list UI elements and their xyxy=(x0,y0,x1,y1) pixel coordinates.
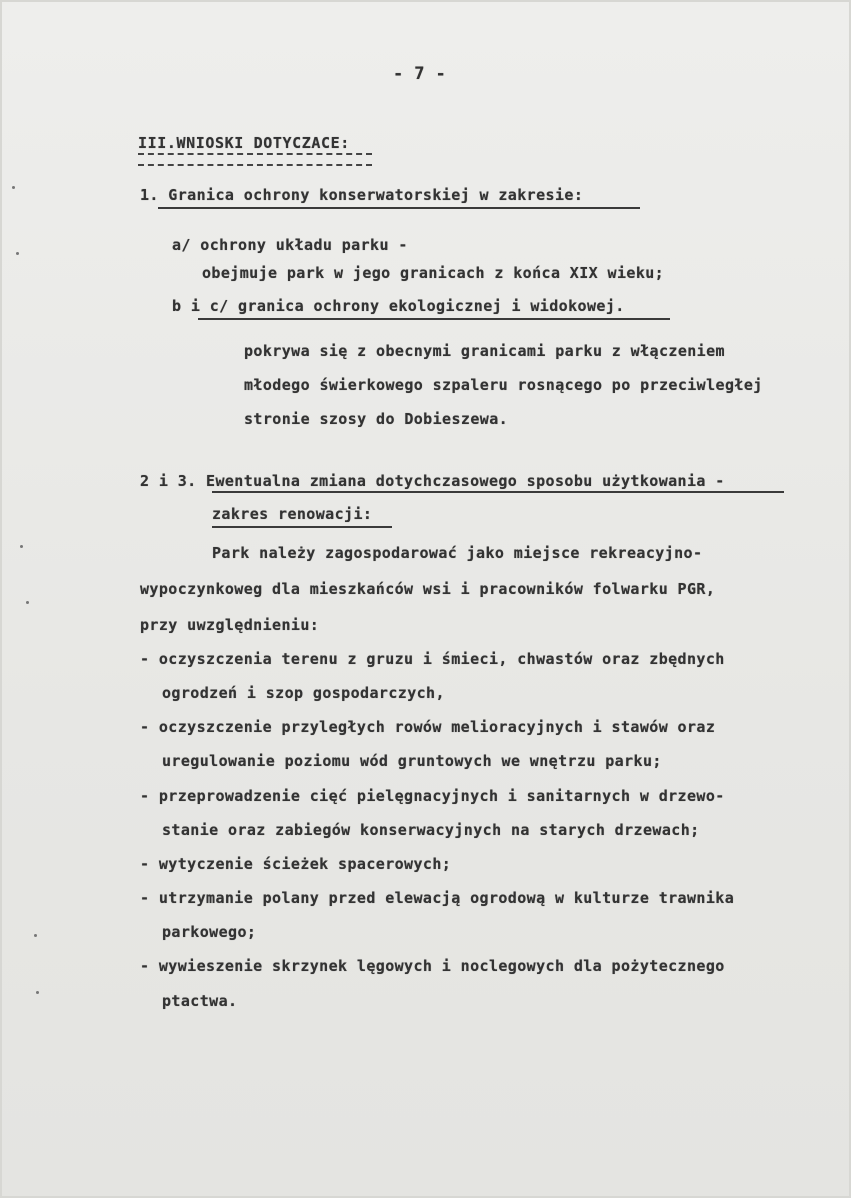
margin-speck xyxy=(20,545,23,548)
section1-title: 1. Granica ochrony konserwatorskiej w zakresie: xyxy=(140,186,584,204)
list-item-2-line1: - oczyszczenie przyległych rowów melioracyjnych i stawów oraz xyxy=(140,718,716,736)
heading-double-underline xyxy=(138,153,372,166)
margin-speck xyxy=(36,991,39,994)
list-item-1-line2: ogrodzeń i szop gospodarczych, xyxy=(162,684,445,702)
list-item-3-line1: - przeprowadzenie cięć pielęgnacyjnych i sanitarnych w drzewo- xyxy=(140,787,725,805)
section1-title-underline xyxy=(158,207,640,209)
margin-speck xyxy=(34,934,37,937)
section2-title-line2: zakres renowacji: xyxy=(212,505,373,523)
section1-para-line1: pokrywa się z obecnymi granicami parku z włączeniem xyxy=(244,342,725,360)
section2-title-line1: 2 i 3. Ewentualna zmiana dotychczasowego sposobu użytkowania - xyxy=(140,472,725,490)
list-item-1-line1: - oczyszczenia terenu z gruzu i śmieci, chwastów oraz zbędnych xyxy=(140,650,725,668)
section1-bc-underline xyxy=(198,318,670,320)
list-item-6-line1: - wywieszenie skrzynek lęgowych i noclegowych dla pożytecznego xyxy=(140,957,725,975)
list-item-5-line1: - utrzymanie polany przed elewacją ogrodową w kulturze trawnika xyxy=(140,889,735,907)
page-number: - 7 - xyxy=(393,64,447,84)
list-item-4-line1: - wytyczenie ścieżek spacerowych; xyxy=(140,855,452,873)
section1-para-line2: młodego świerkowego szpaleru rosnącego po przeciwległej xyxy=(244,376,763,394)
section2-intro-line2: wypoczynkoweg dla mieszkańców wsi i pracowników folwarku PGR, xyxy=(140,580,716,598)
section1-item-bc: b i c/ granica ochrony ekologicznej i widokowej. xyxy=(172,297,625,315)
margin-speck xyxy=(16,252,19,255)
section1-para-line3: stronie szosy do Dobieszewa. xyxy=(244,410,509,428)
list-item-2-line2: uregulowanie poziomu wód gruntowych we wnętrzu parku; xyxy=(162,752,662,770)
list-item-6-line2: ptactwa. xyxy=(162,992,238,1010)
section-heading: III.WNIOSKI DOTYCZACE: xyxy=(138,134,350,152)
list-item-5-line2: parkowego; xyxy=(162,923,257,941)
section1-item-a-line2: obejmuje park w jego granicach z końca XIX wieku; xyxy=(202,264,665,282)
section2-intro-line3: przy uwzględnieniu: xyxy=(140,616,320,634)
section2-title-underline2 xyxy=(212,526,392,528)
margin-speck xyxy=(12,186,15,189)
section2-intro-line1: Park należy zagospodarować jako miejsce rekreacyjno- xyxy=(212,544,703,562)
section2-title-underline1 xyxy=(212,491,784,493)
section1-item-a-line1: a/ ochrony układu parku - xyxy=(172,236,408,254)
list-item-3-line2: stanie oraz zabiegów konserwacyjnych na starych drzewach; xyxy=(162,821,700,839)
margin-speck xyxy=(26,601,29,604)
